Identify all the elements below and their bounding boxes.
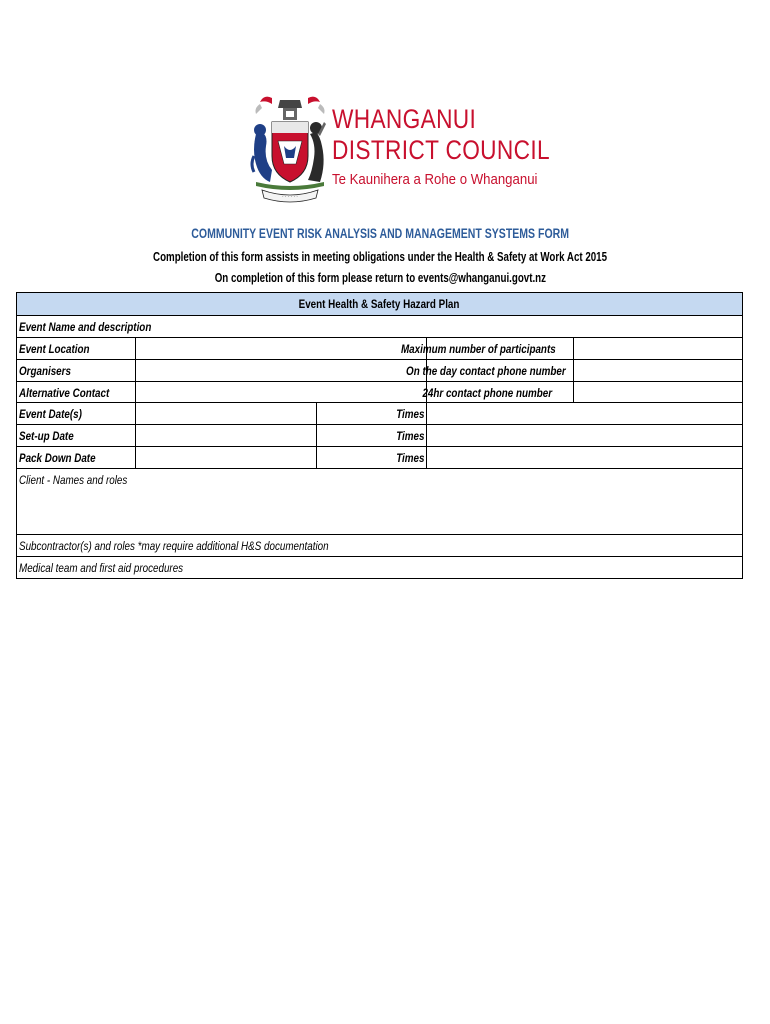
input-on-day-phone[interactable] xyxy=(574,360,742,381)
input-times-event[interactable] xyxy=(427,403,742,424)
label-subcontractors: Subcontractor(s) and roles *may require additional H&S documentation xyxy=(19,539,329,553)
label-event-location: Event Location xyxy=(19,342,90,356)
row-client[interactable] xyxy=(16,469,743,535)
row-event-dates xyxy=(16,403,743,425)
label-times-setup: Times xyxy=(395,429,424,443)
row-event-name xyxy=(16,316,743,338)
input-event-dates[interactable] xyxy=(136,403,315,424)
row-setup-date xyxy=(16,425,743,447)
brand-subtitle: Te Kaunihera a Rohe o Whanganui xyxy=(332,171,538,188)
row-medical[interactable] xyxy=(16,557,743,579)
council-brand xyxy=(332,104,591,191)
row-packdown-date xyxy=(16,447,743,469)
form-title: COMMUNITY EVENT RISK ANALYSIS AND MANAGEMENT SYSTEMS FORM xyxy=(191,226,569,241)
label-24hr-phone: 24hr contact phone number xyxy=(422,386,552,400)
label-alt-contact: Alternative Contact xyxy=(19,386,110,400)
row-alt-contact xyxy=(16,382,743,403)
label-times-packdown: Times xyxy=(395,451,424,465)
label-on-day-phone: On the day contact phone number xyxy=(406,364,566,378)
label-setup-date: Set-up Date xyxy=(19,429,74,443)
input-setup-date[interactable] xyxy=(136,425,315,446)
label-event-name: Event Name and description xyxy=(19,320,152,334)
brand-line1: WHANGANUI xyxy=(332,104,477,134)
row-organisers xyxy=(16,360,743,382)
row-event-location xyxy=(16,338,743,360)
input-times-packdown[interactable] xyxy=(427,447,742,468)
label-packdown-date: Pack Down Date xyxy=(19,451,96,465)
intro-line-2: On completion of this form please return to events@whanganui.govt.nz xyxy=(214,271,546,285)
label-organisers: Organisers xyxy=(19,364,71,378)
row-subcontractors[interactable] xyxy=(16,535,743,557)
label-medical: Medical team and first aid procedures xyxy=(19,561,184,575)
hazard-plan-form xyxy=(16,292,743,579)
label-max-participants: Maximum number of participants xyxy=(401,342,556,356)
input-alt-contact[interactable] xyxy=(136,382,425,402)
council-crest-logo xyxy=(250,94,330,206)
svg-text:· · · · · ·: · · · · · · xyxy=(282,195,298,200)
input-organisers[interactable] xyxy=(136,360,425,381)
input-24hr-phone[interactable] xyxy=(574,382,742,402)
intro-line-1: Completion of this form assists in meeting obligations under the Health & Safety at Work Act 2015 xyxy=(152,250,607,264)
input-max-participants[interactable] xyxy=(574,338,742,359)
plan-header: Event Health & Safety Hazard Plan xyxy=(16,292,743,316)
input-event-location[interactable] xyxy=(136,338,425,359)
label-times-event: Times xyxy=(395,407,424,421)
label-event-dates: Event Date(s) xyxy=(19,407,82,421)
brand-line2: DISTRICT COUNCIL xyxy=(332,135,550,165)
input-times-setup[interactable] xyxy=(427,425,742,446)
input-packdown-date[interactable] xyxy=(136,447,315,468)
label-client: Client - Names and roles xyxy=(19,473,128,487)
